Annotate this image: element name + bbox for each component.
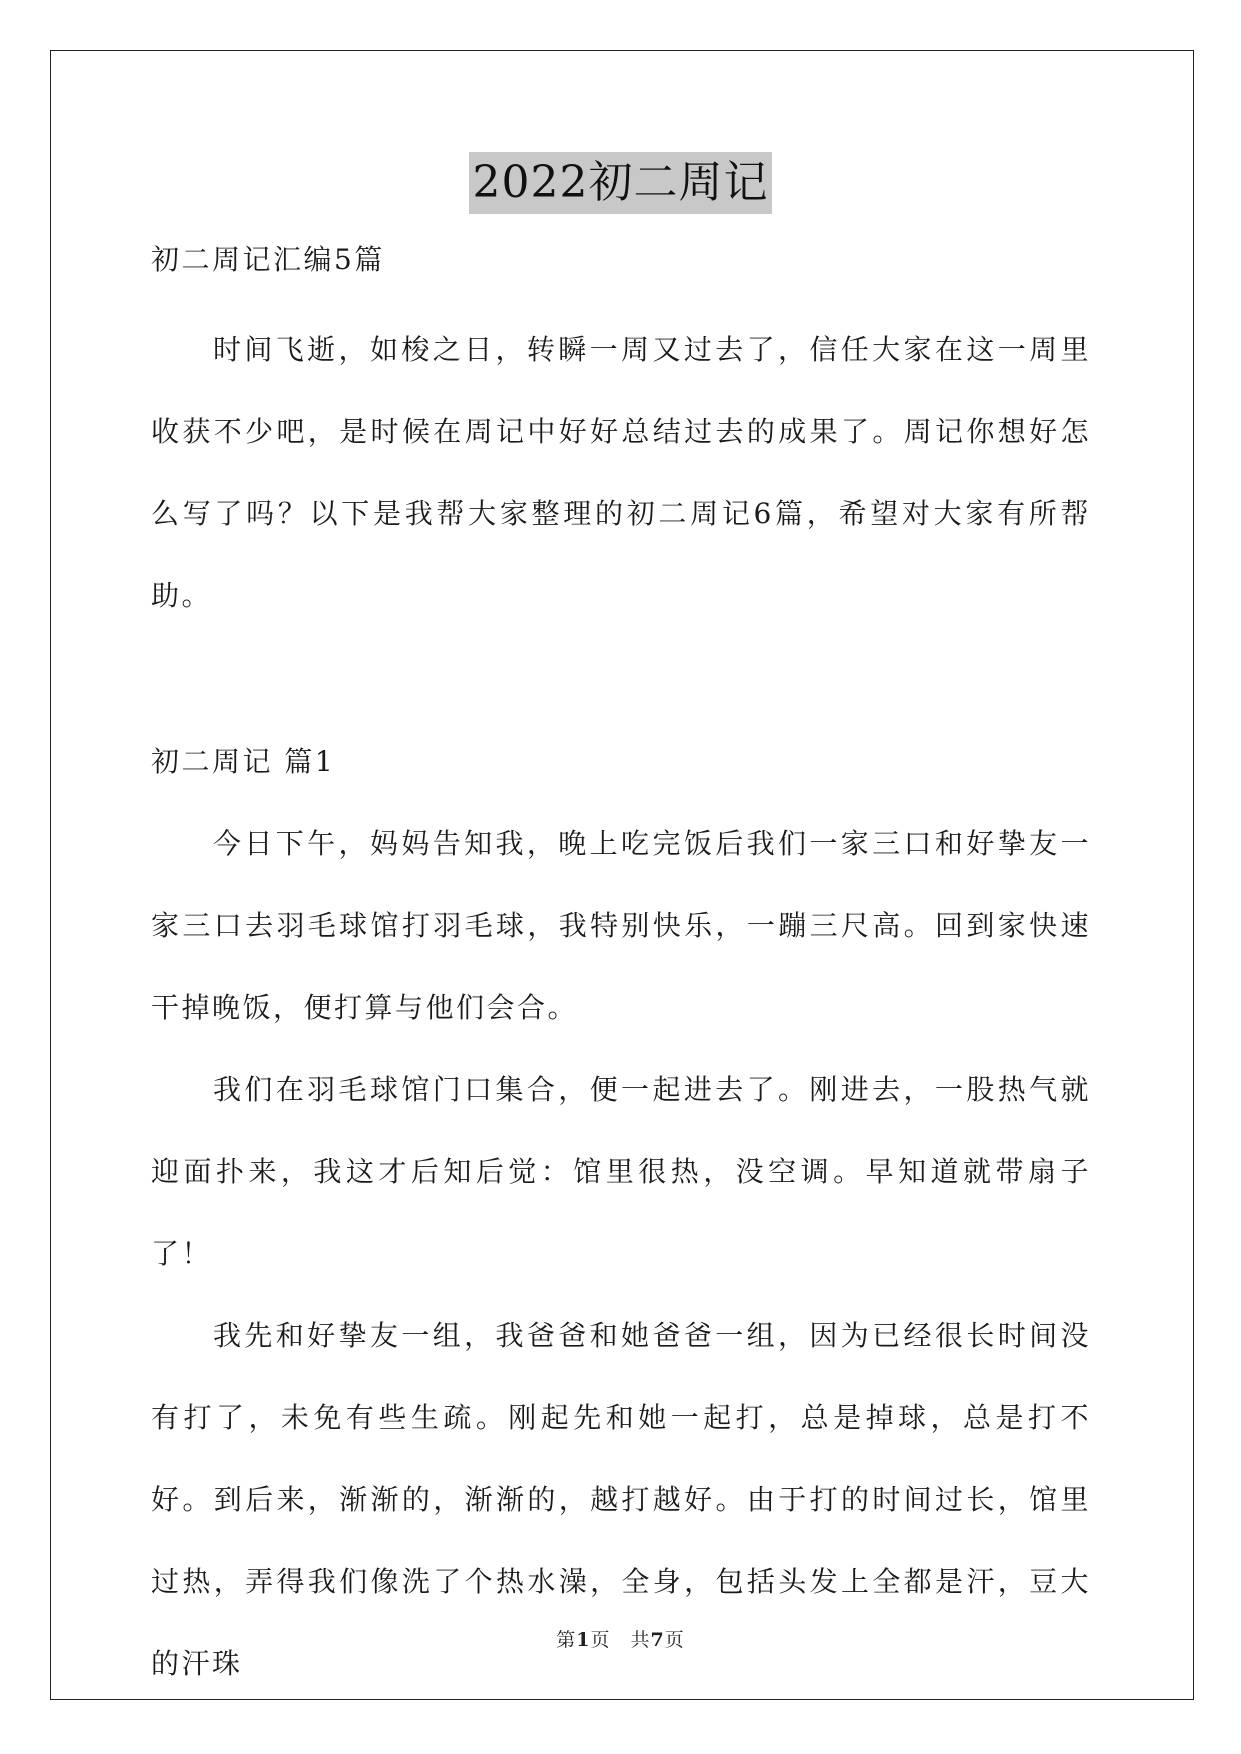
document-subtitle: 初二周记汇编5篇 bbox=[151, 243, 385, 276]
footer-page-mid: 页 共 bbox=[590, 1629, 651, 1651]
footer-page-prefix: 第 bbox=[556, 1629, 577, 1651]
body-paragraph: 今日下午，妈妈告知我，晚上吃完饭后我们一家三口和好挚友一家三口去羽毛球馆打羽毛球，我特别快乐，一蹦三尺高。回到家快速干掉晚饭，便打算与他们会合。 bbox=[151, 827, 1091, 1024]
body-paragraph: 我先和好挚友一组，我爸爸和她爸爸一组，因为已经很长时间没有打了，未免有些生疏。刚起先和她一起打，总是掉球，总是打不好。到后来，渐渐的，渐渐的，越打越好。由于打的时间过长，馆里过热，弄得我们像洗了个热水澡，全身，包括头发上全都是汗，豆大的汗珠 bbox=[151, 1319, 1091, 1680]
body-paragraph: 我们在羽毛球馆门口集合，便一起进去了。刚进去，一股热气就迎面扑来，我这才后知后觉：馆里很热，没空调。早知道就带扇子了！ bbox=[151, 1073, 1091, 1270]
page-footer bbox=[0, 1625, 1241, 1652]
footer-page-current: 1 bbox=[576, 1629, 591, 1651]
intro-paragraph: 时间飞逝，如梭之日，转瞬一周又过去了，信任大家在这一周里收获不少吧，是时候在周记中好好总结过去的成果了。周记你想好怎么写了吗？以下是我帮大家整理的初二周记6篇，希望对大家有所帮助。 bbox=[151, 333, 1091, 612]
document-body bbox=[151, 233, 1091, 1705]
footer-page-total: 7 bbox=[650, 1629, 665, 1651]
footer-page-suffix: 页 bbox=[664, 1629, 685, 1651]
section-heading: 初二周记 篇1 bbox=[151, 745, 336, 778]
document-title: 2022初二周记 bbox=[469, 152, 773, 214]
title-container bbox=[0, 152, 1241, 214]
